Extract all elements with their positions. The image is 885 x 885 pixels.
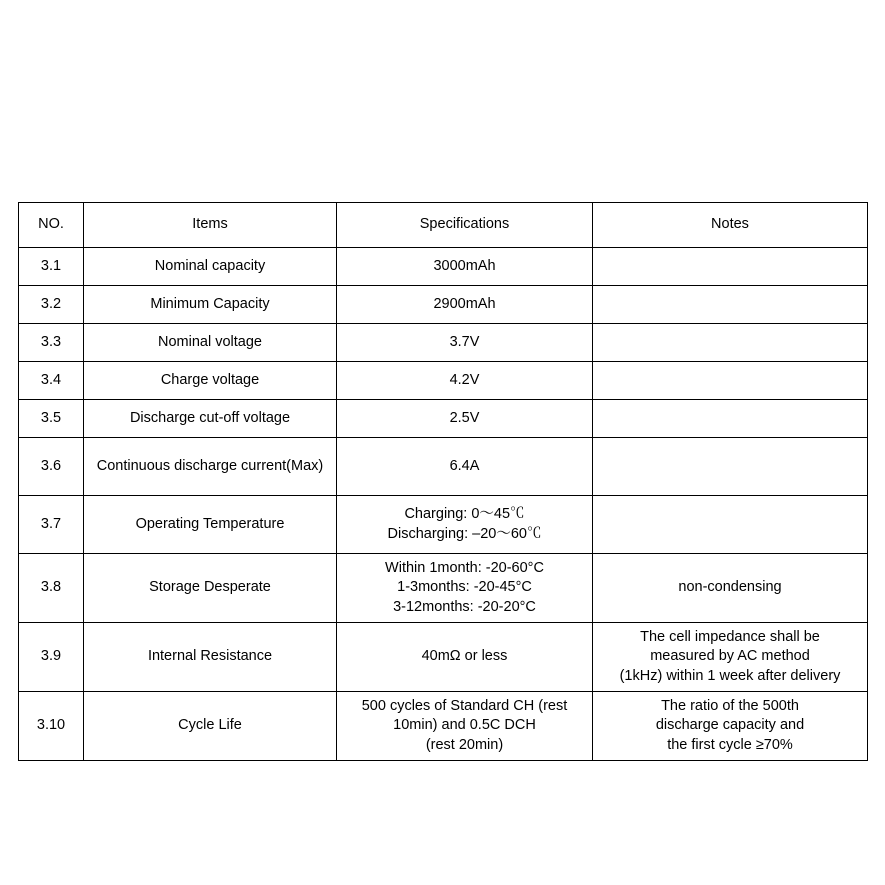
cell-notes-line: (1kHz) within 1 week after delivery	[619, 667, 841, 684]
table-row	[19, 400, 868, 438]
cell-spec-line: 3000mAh	[433, 257, 496, 274]
cell-item: Cycle Life	[84, 692, 337, 761]
cell-item: Discharge cut-off voltage	[84, 400, 337, 438]
cell-spec	[337, 438, 593, 496]
table-row	[19, 554, 868, 623]
cell-spec	[337, 692, 593, 761]
table-row	[19, 623, 868, 692]
cell-no: 3.6	[19, 438, 84, 496]
cell-spec-line: Within 1month: -20-60°C	[385, 559, 544, 576]
cell-item: Nominal capacity	[84, 248, 337, 286]
cell-spec	[337, 554, 593, 623]
cell-notes	[593, 554, 868, 623]
cell-notes	[593, 438, 868, 496]
specification-table	[18, 202, 868, 761]
cell-no: 3.2	[19, 286, 84, 324]
column-header-no: NO.	[19, 203, 84, 248]
cell-notes-line: The cell impedance shall be	[640, 628, 820, 645]
table-row	[19, 324, 868, 362]
table-row	[19, 692, 868, 761]
table-row	[19, 438, 868, 496]
table-header-row	[19, 203, 868, 248]
cell-spec-line: (rest 20min)	[425, 736, 504, 753]
cell-notes	[593, 286, 868, 324]
cell-spec	[337, 286, 593, 324]
column-header-notes: Notes	[593, 203, 868, 248]
table-row	[19, 496, 868, 554]
cell-spec-line: Charging: 0～45℃	[404, 505, 525, 522]
cell-notes-line: non-condensing	[678, 579, 782, 596]
cell-notes-line: the first cycle ≥70%	[667, 736, 793, 753]
cell-spec-line: 2.5V	[449, 409, 480, 426]
cell-notes-line: measured by AC method	[650, 648, 810, 665]
cell-spec-line: 3.7V	[449, 333, 480, 350]
cell-notes-line: discharge capacity and	[655, 717, 805, 734]
cell-notes	[593, 692, 868, 761]
cell-notes	[593, 362, 868, 400]
cell-spec	[337, 623, 593, 692]
cell-no: 3.1	[19, 248, 84, 286]
cell-no: 3.10	[19, 692, 84, 761]
cell-no: 3.3	[19, 324, 84, 362]
cell-spec	[337, 362, 593, 400]
cell-spec-line: 4.2V	[449, 371, 480, 388]
cell-spec	[337, 496, 593, 554]
cell-item: Continuous discharge current(Max)	[84, 438, 337, 496]
cell-spec-line: 3-12months: -20-20°C	[393, 598, 536, 615]
cell-item: Charge voltage	[84, 362, 337, 400]
cell-notes	[593, 248, 868, 286]
cell-item: Minimum Capacity	[84, 286, 337, 324]
cell-no: 3.4	[19, 362, 84, 400]
cell-notes	[593, 496, 868, 554]
specification-table-container	[18, 202, 867, 761]
cell-spec	[337, 400, 593, 438]
cell-no: 3.5	[19, 400, 84, 438]
cell-spec-line: 500 cycles of Standard CH (rest	[361, 697, 568, 714]
cell-notes	[593, 324, 868, 362]
cell-spec	[337, 248, 593, 286]
cell-item: Storage Desperate	[84, 554, 337, 623]
cell-no: 3.7	[19, 496, 84, 554]
cell-item: Internal Resistance	[84, 623, 337, 692]
table-row	[19, 362, 868, 400]
cell-spec-line: 2900mAh	[433, 295, 496, 312]
cell-no: 3.9	[19, 623, 84, 692]
cell-notes-line: The ratio of the 500th	[661, 697, 799, 714]
cell-spec-line: Discharging: –20～60℃	[387, 525, 542, 542]
cell-spec-line: 6.4A	[449, 457, 480, 474]
cell-spec-line: 1-3months: -20-45°C	[397, 579, 532, 596]
cell-spec-line: 40mΩ or less	[421, 648, 508, 665]
cell-item: Nominal voltage	[84, 324, 337, 362]
cell-notes	[593, 623, 868, 692]
cell-spec	[337, 324, 593, 362]
cell-item: Operating Temperature	[84, 496, 337, 554]
table-row	[19, 286, 868, 324]
column-header-specifications: Specifications	[337, 203, 593, 248]
column-header-items: Items	[84, 203, 337, 248]
cell-notes	[593, 400, 868, 438]
cell-spec-line: 10min) and 0.5C DCH	[393, 717, 536, 734]
cell-no: 3.8	[19, 554, 84, 623]
table-row	[19, 248, 868, 286]
